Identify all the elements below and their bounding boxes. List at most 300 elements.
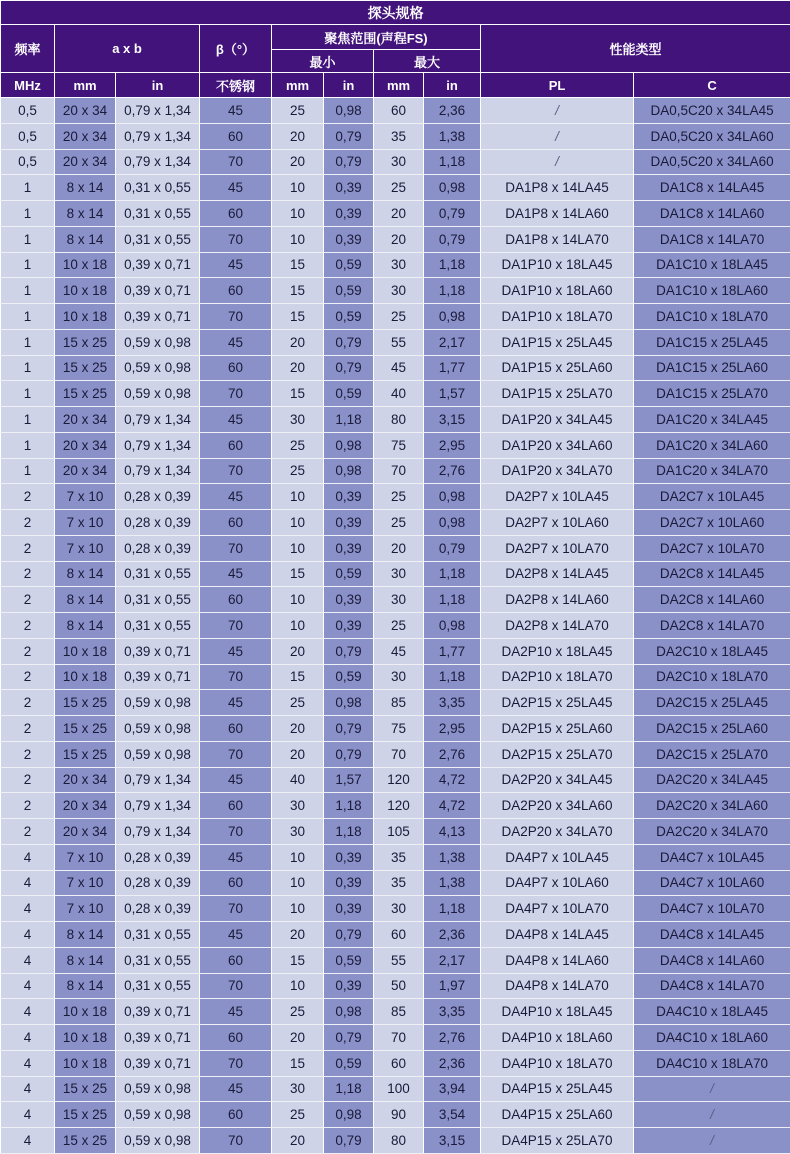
c-type-cell: DA1C10 x 18LA70: [634, 304, 790, 330]
max-mm-cell: 120: [374, 793, 424, 819]
size-in-cell: 0,59 x 0,98: [116, 690, 200, 716]
size-in-cell: 0,59 x 0,98: [116, 381, 200, 407]
max-mm-cell: 35: [374, 844, 424, 870]
min-mm-cell: 30: [272, 819, 324, 845]
table-row: [1, 510, 790, 536]
min-mm-cell: 20: [272, 922, 324, 948]
frequency-cell: 0,5: [1, 98, 55, 124]
c-type-cell: DA0,5C20 x 34LA60: [634, 149, 790, 175]
min-mm-cell: 15: [272, 561, 324, 587]
min-in-cell: 0,39: [324, 973, 374, 999]
table-row: [1, 664, 790, 690]
max-mm-cell: 70: [374, 1025, 424, 1051]
unit-header: in: [116, 73, 200, 98]
min-in-cell: 0,39: [324, 587, 374, 613]
max-in-cell: 2,36: [424, 1050, 481, 1076]
min-in-cell: 0,59: [324, 947, 374, 973]
min-in-cell: 0,79: [324, 922, 374, 948]
table-row: [1, 690, 790, 716]
min-in-cell: 0,79: [324, 1025, 374, 1051]
size-in-cell: 0,79 x 1,34: [116, 123, 200, 149]
frequency-cell: 1: [1, 407, 55, 433]
frequency-cell: 4: [1, 1128, 55, 1154]
beta-cell: 70: [200, 458, 272, 484]
c-type-cell: DA2C7 x 10LA45: [634, 484, 790, 510]
size-in-cell: 0,28 x 0,39: [116, 510, 200, 536]
table-row: [1, 1102, 790, 1128]
c-type-cell: DA4C10 x 18LA45: [634, 999, 790, 1025]
pl-type-cell: DA2P10 x 18LA45: [481, 638, 634, 664]
table-row: [1, 484, 790, 510]
min-in-cell: 0,39: [324, 844, 374, 870]
table-row: [1, 819, 790, 845]
min-in-cell: 0,79: [324, 149, 374, 175]
c-type-cell: DA4C7 x 10LA45: [634, 844, 790, 870]
size-in-cell: 0,79 x 1,34: [116, 149, 200, 175]
min-in-cell: 0,98: [324, 1102, 374, 1128]
c-type-cell: DA4C8 x 14LA45: [634, 922, 790, 948]
frequency-cell: 1: [1, 226, 55, 252]
frequency-cell: 1: [1, 175, 55, 201]
c-type-cell: DA2C8 x 14LA45: [634, 561, 790, 587]
max-in-cell: 0,98: [424, 484, 481, 510]
max-in-cell: 1,38: [424, 123, 481, 149]
frequency-cell: 1: [1, 329, 55, 355]
pl-type-cell: DA4P15 x 25LA60: [481, 1102, 634, 1128]
max-mm-cell: 25: [374, 484, 424, 510]
min-in-cell: 1,57: [324, 767, 374, 793]
header-min: 最小: [272, 50, 374, 73]
c-type-cell: DA2C8 x 14LA60: [634, 587, 790, 613]
unit-header: C: [634, 73, 790, 98]
header-axb: a x b: [55, 25, 200, 73]
pl-type-cell: DA4P8 x 14LA70: [481, 973, 634, 999]
table-row: [1, 278, 790, 304]
size-mm-cell: 7 x 10: [55, 896, 116, 922]
frequency-cell: 4: [1, 1102, 55, 1128]
c-type-cell: DA1C10 x 18LA45: [634, 252, 790, 278]
c-type-cell: DA1C10 x 18LA60: [634, 278, 790, 304]
size-mm-cell: 8 x 14: [55, 922, 116, 948]
min-in-cell: 0,39: [324, 201, 374, 227]
max-in-cell: 1,18: [424, 149, 481, 175]
frequency-cell: 4: [1, 1050, 55, 1076]
size-mm-cell: 8 x 14: [55, 587, 116, 613]
frequency-cell: 2: [1, 587, 55, 613]
max-mm-cell: 30: [374, 587, 424, 613]
table-row: [1, 793, 790, 819]
pl-type-cell: DA2P20 x 34LA70: [481, 819, 634, 845]
size-in-cell: 0,39 x 0,71: [116, 304, 200, 330]
size-mm-cell: 8 x 14: [55, 947, 116, 973]
frequency-cell: 4: [1, 870, 55, 896]
max-in-cell: 2,17: [424, 947, 481, 973]
table-body: [1, 98, 790, 1154]
min-mm-cell: 30: [272, 1076, 324, 1102]
table-row: [1, 947, 790, 973]
max-mm-cell: 30: [374, 896, 424, 922]
size-mm-cell: 15 x 25: [55, 716, 116, 742]
min-mm-cell: 20: [272, 1128, 324, 1154]
beta-cell: 60: [200, 201, 272, 227]
header-max: 最大: [374, 50, 481, 73]
frequency-cell: 2: [1, 690, 55, 716]
max-mm-cell: 105: [374, 819, 424, 845]
unit-header: in: [424, 73, 481, 98]
max-in-cell: 1,18: [424, 252, 481, 278]
frequency-cell: 0,5: [1, 149, 55, 175]
c-type-cell: DA1C15 x 25LA70: [634, 381, 790, 407]
beta-cell: 60: [200, 278, 272, 304]
table-row: [1, 896, 790, 922]
pl-type-cell: /: [481, 123, 634, 149]
max-in-cell: 3,54: [424, 1102, 481, 1128]
max-mm-cell: 20: [374, 201, 424, 227]
table-row: [1, 999, 790, 1025]
c-type-cell: DA2C20 x 34LA45: [634, 767, 790, 793]
pl-type-cell: DA2P7 x 10LA45: [481, 484, 634, 510]
beta-cell: 70: [200, 304, 272, 330]
max-mm-cell: 100: [374, 1076, 424, 1102]
pl-type-cell: /: [481, 98, 634, 124]
max-in-cell: 0,98: [424, 304, 481, 330]
min-in-cell: 0,59: [324, 304, 374, 330]
frequency-cell: 2: [1, 638, 55, 664]
max-in-cell: 1,97: [424, 973, 481, 999]
max-in-cell: 0,98: [424, 510, 481, 536]
max-in-cell: 2,95: [424, 716, 481, 742]
pl-type-cell: DA1P15 x 25LA60: [481, 355, 634, 381]
frequency-cell: 1: [1, 278, 55, 304]
size-mm-cell: 10 x 18: [55, 999, 116, 1025]
c-type-cell: DA4C7 x 10LA70: [634, 896, 790, 922]
beta-cell: 60: [200, 793, 272, 819]
c-type-cell: DA1C20 x 34LA45: [634, 407, 790, 433]
max-mm-cell: 75: [374, 716, 424, 742]
max-mm-cell: 25: [374, 613, 424, 639]
max-in-cell: 2,76: [424, 741, 481, 767]
frequency-cell: 4: [1, 896, 55, 922]
min-mm-cell: 25: [272, 458, 324, 484]
table-row: [1, 1076, 790, 1102]
size-mm-cell: 20 x 34: [55, 149, 116, 175]
table-row: [1, 638, 790, 664]
table-row: [1, 844, 790, 870]
header-performance-type: 性能类型: [481, 25, 790, 73]
pl-type-cell: DA4P7 x 10LA45: [481, 844, 634, 870]
size-mm-cell: 7 x 10: [55, 484, 116, 510]
beta-cell: 45: [200, 999, 272, 1025]
pl-type-cell: DA2P15 x 25LA60: [481, 716, 634, 742]
max-mm-cell: 30: [374, 561, 424, 587]
size-in-cell: 0,28 x 0,39: [116, 484, 200, 510]
max-mm-cell: 75: [374, 432, 424, 458]
min-in-cell: 0,39: [324, 484, 374, 510]
beta-cell: 60: [200, 123, 272, 149]
max-in-cell: 4,72: [424, 767, 481, 793]
beta-cell: 70: [200, 741, 272, 767]
frequency-cell: 2: [1, 535, 55, 561]
size-in-cell: 0,59 x 0,98: [116, 741, 200, 767]
size-mm-cell: 10 x 18: [55, 278, 116, 304]
table-row: [1, 1050, 790, 1076]
c-type-cell: DA2C20 x 34LA60: [634, 793, 790, 819]
max-mm-cell: 30: [374, 664, 424, 690]
min-mm-cell: 20: [272, 149, 324, 175]
frequency-cell: 2: [1, 613, 55, 639]
size-mm-cell: 8 x 14: [55, 613, 116, 639]
min-in-cell: 0,79: [324, 716, 374, 742]
pl-type-cell: DA1P8 x 14LA45: [481, 175, 634, 201]
size-mm-cell: 15 x 25: [55, 1128, 116, 1154]
unit-header: PL: [481, 73, 634, 98]
size-in-cell: 0,79 x 1,34: [116, 432, 200, 458]
size-mm-cell: 20 x 34: [55, 767, 116, 793]
size-mm-cell: 20 x 34: [55, 432, 116, 458]
min-mm-cell: 10: [272, 844, 324, 870]
table-row: [1, 98, 790, 124]
max-mm-cell: 70: [374, 458, 424, 484]
frequency-cell: 2: [1, 716, 55, 742]
c-type-cell: DA2C8 x 14LA70: [634, 613, 790, 639]
table-row: [1, 716, 790, 742]
size-in-cell: 0,31 x 0,55: [116, 587, 200, 613]
pl-type-cell: DA2P20 x 34LA60: [481, 793, 634, 819]
max-in-cell: 1,57: [424, 381, 481, 407]
frequency-cell: 2: [1, 767, 55, 793]
beta-cell: 60: [200, 1102, 272, 1128]
c-type-cell: DA2C7 x 10LA70: [634, 535, 790, 561]
table-row: [1, 870, 790, 896]
header-beta: β（°）: [200, 25, 272, 73]
size-mm-cell: 20 x 34: [55, 793, 116, 819]
frequency-cell: 4: [1, 844, 55, 870]
frequency-cell: 2: [1, 793, 55, 819]
size-in-cell: 0,31 x 0,55: [116, 947, 200, 973]
max-mm-cell: 85: [374, 690, 424, 716]
min-in-cell: 0,39: [324, 226, 374, 252]
c-type-cell: DA2C15 x 25LA60: [634, 716, 790, 742]
pl-type-cell: DA4P10 x 18LA45: [481, 999, 634, 1025]
c-type-cell: DA2C20 x 34LA70: [634, 819, 790, 845]
pl-type-cell: DA1P10 x 18LA45: [481, 252, 634, 278]
max-in-cell: 1,18: [424, 896, 481, 922]
size-mm-cell: 7 x 10: [55, 870, 116, 896]
table-row: [1, 1128, 790, 1154]
size-mm-cell: 10 x 18: [55, 664, 116, 690]
c-type-cell: DA2C15 x 25LA70: [634, 741, 790, 767]
size-in-cell: 0,39 x 0,71: [116, 1050, 200, 1076]
size-in-cell: 0,28 x 0,39: [116, 535, 200, 561]
max-mm-cell: 30: [374, 278, 424, 304]
pl-type-cell: DA1P8 x 14LA60: [481, 201, 634, 227]
pl-type-cell: DA4P8 x 14LA60: [481, 947, 634, 973]
c-type-cell: DA1C20 x 34LA60: [634, 432, 790, 458]
c-type-cell: /: [634, 1102, 790, 1128]
beta-cell: 60: [200, 432, 272, 458]
size-in-cell: 0,79 x 1,34: [116, 793, 200, 819]
beta-cell: 45: [200, 484, 272, 510]
c-type-cell: DA1C8 x 14LA60: [634, 201, 790, 227]
min-mm-cell: 25: [272, 1102, 324, 1128]
max-mm-cell: 35: [374, 123, 424, 149]
size-mm-cell: 7 x 10: [55, 510, 116, 536]
size-mm-cell: 15 x 25: [55, 1102, 116, 1128]
size-in-cell: 0,31 x 0,55: [116, 561, 200, 587]
c-type-cell: DA1C15 x 25LA60: [634, 355, 790, 381]
pl-type-cell: DA1P15 x 25LA70: [481, 381, 634, 407]
frequency-cell: 4: [1, 1025, 55, 1051]
table-row: [1, 407, 790, 433]
frequency-cell: 1: [1, 252, 55, 278]
min-mm-cell: 10: [272, 613, 324, 639]
beta-cell: 70: [200, 1128, 272, 1154]
size-in-cell: 0,31 x 0,55: [116, 175, 200, 201]
pl-type-cell: DA4P10 x 18LA60: [481, 1025, 634, 1051]
beta-cell: 45: [200, 690, 272, 716]
size-mm-cell: 20 x 34: [55, 123, 116, 149]
table-row: [1, 767, 790, 793]
frequency-cell: 1: [1, 458, 55, 484]
min-mm-cell: 15: [272, 947, 324, 973]
min-in-cell: 0,39: [324, 896, 374, 922]
beta-cell: 70: [200, 896, 272, 922]
unit-header: MHz: [1, 73, 55, 98]
beta-cell: 60: [200, 947, 272, 973]
max-mm-cell: 25: [374, 175, 424, 201]
table-row: [1, 329, 790, 355]
min-mm-cell: 15: [272, 664, 324, 690]
size-mm-cell: 15 x 25: [55, 690, 116, 716]
frequency-cell: 1: [1, 201, 55, 227]
pl-type-cell: DA2P8 x 14LA70: [481, 613, 634, 639]
min-mm-cell: 10: [272, 484, 324, 510]
min-in-cell: 0,59: [324, 278, 374, 304]
min-in-cell: 0,59: [324, 252, 374, 278]
frequency-cell: 2: [1, 664, 55, 690]
table-row: [1, 458, 790, 484]
beta-cell: 70: [200, 381, 272, 407]
frequency-cell: 4: [1, 922, 55, 948]
size-mm-cell: 15 x 25: [55, 1076, 116, 1102]
beta-cell: 45: [200, 252, 272, 278]
min-in-cell: 0,39: [324, 175, 374, 201]
frequency-cell: 1: [1, 381, 55, 407]
min-mm-cell: 15: [272, 1050, 324, 1076]
size-mm-cell: 8 x 14: [55, 201, 116, 227]
size-in-cell: 0,59 x 0,98: [116, 355, 200, 381]
min-mm-cell: 20: [272, 355, 324, 381]
c-type-cell: DA4C8 x 14LA60: [634, 947, 790, 973]
beta-cell: 45: [200, 844, 272, 870]
size-in-cell: 0,59 x 0,98: [116, 329, 200, 355]
size-in-cell: 0,79 x 1,34: [116, 819, 200, 845]
min-mm-cell: 30: [272, 793, 324, 819]
max-in-cell: 2,17: [424, 329, 481, 355]
table-row: [1, 226, 790, 252]
max-in-cell: 2,76: [424, 458, 481, 484]
max-mm-cell: 35: [374, 870, 424, 896]
size-mm-cell: 7 x 10: [55, 844, 116, 870]
beta-cell: 70: [200, 226, 272, 252]
c-type-cell: /: [634, 1076, 790, 1102]
max-in-cell: 1,18: [424, 561, 481, 587]
table-row: [1, 175, 790, 201]
pl-type-cell: DA4P7 x 10LA60: [481, 870, 634, 896]
size-in-cell: 0,31 x 0,55: [116, 613, 200, 639]
pl-type-cell: DA1P20 x 34LA70: [481, 458, 634, 484]
min-mm-cell: 10: [272, 870, 324, 896]
beta-cell: 45: [200, 767, 272, 793]
size-in-cell: 0,39 x 0,71: [116, 1025, 200, 1051]
size-in-cell: 0,79 x 1,34: [116, 407, 200, 433]
max-mm-cell: 120: [374, 767, 424, 793]
table-row: [1, 149, 790, 175]
size-mm-cell: 20 x 34: [55, 458, 116, 484]
min-in-cell: 0,98: [324, 690, 374, 716]
max-in-cell: 1,18: [424, 278, 481, 304]
max-in-cell: 0,79: [424, 201, 481, 227]
beta-cell: 45: [200, 98, 272, 124]
min-in-cell: 0,98: [324, 432, 374, 458]
min-mm-cell: 25: [272, 999, 324, 1025]
max-in-cell: 0,79: [424, 535, 481, 561]
size-in-cell: 0,59 x 0,98: [116, 1076, 200, 1102]
table-row: [1, 201, 790, 227]
size-in-cell: 0,79 x 1,34: [116, 767, 200, 793]
size-in-cell: 0,31 x 0,55: [116, 226, 200, 252]
max-in-cell: 2,36: [424, 922, 481, 948]
max-mm-cell: 80: [374, 407, 424, 433]
size-mm-cell: 20 x 34: [55, 819, 116, 845]
pl-type-cell: DA2P8 x 14LA60: [481, 587, 634, 613]
min-in-cell: 0,79: [324, 1128, 374, 1154]
max-in-cell: 0,98: [424, 175, 481, 201]
beta-cell: 60: [200, 355, 272, 381]
beta-cell: 60: [200, 870, 272, 896]
frequency-cell: 4: [1, 999, 55, 1025]
c-type-cell: DA1C15 x 25LA45: [634, 329, 790, 355]
beta-cell: 70: [200, 819, 272, 845]
min-mm-cell: 20: [272, 741, 324, 767]
frequency-cell: 4: [1, 1076, 55, 1102]
unit-header: 不锈钢: [200, 73, 272, 98]
max-in-cell: 4,72: [424, 793, 481, 819]
frequency-cell: 0,5: [1, 123, 55, 149]
min-in-cell: 1,18: [324, 1076, 374, 1102]
size-in-cell: 0,39 x 0,71: [116, 278, 200, 304]
beta-cell: 70: [200, 149, 272, 175]
header-focus-range: 聚焦范围(声程FS): [272, 25, 481, 50]
frequency-cell: 2: [1, 510, 55, 536]
max-mm-cell: 45: [374, 355, 424, 381]
beta-cell: 45: [200, 175, 272, 201]
size-mm-cell: 20 x 34: [55, 98, 116, 124]
beta-cell: 60: [200, 716, 272, 742]
c-type-cell: DA1C20 x 34LA70: [634, 458, 790, 484]
c-type-cell: DA1C8 x 14LA45: [634, 175, 790, 201]
max-in-cell: 1,77: [424, 355, 481, 381]
min-in-cell: 0,39: [324, 870, 374, 896]
max-in-cell: 4,13: [424, 819, 481, 845]
min-mm-cell: 25: [272, 690, 324, 716]
table-row: [1, 123, 790, 149]
c-type-cell: DA0,5C20 x 34LA60: [634, 123, 790, 149]
c-type-cell: DA2C7 x 10LA60: [634, 510, 790, 536]
pl-type-cell: DA1P10 x 18LA70: [481, 304, 634, 330]
min-in-cell: 0,39: [324, 535, 374, 561]
frequency-cell: 2: [1, 741, 55, 767]
